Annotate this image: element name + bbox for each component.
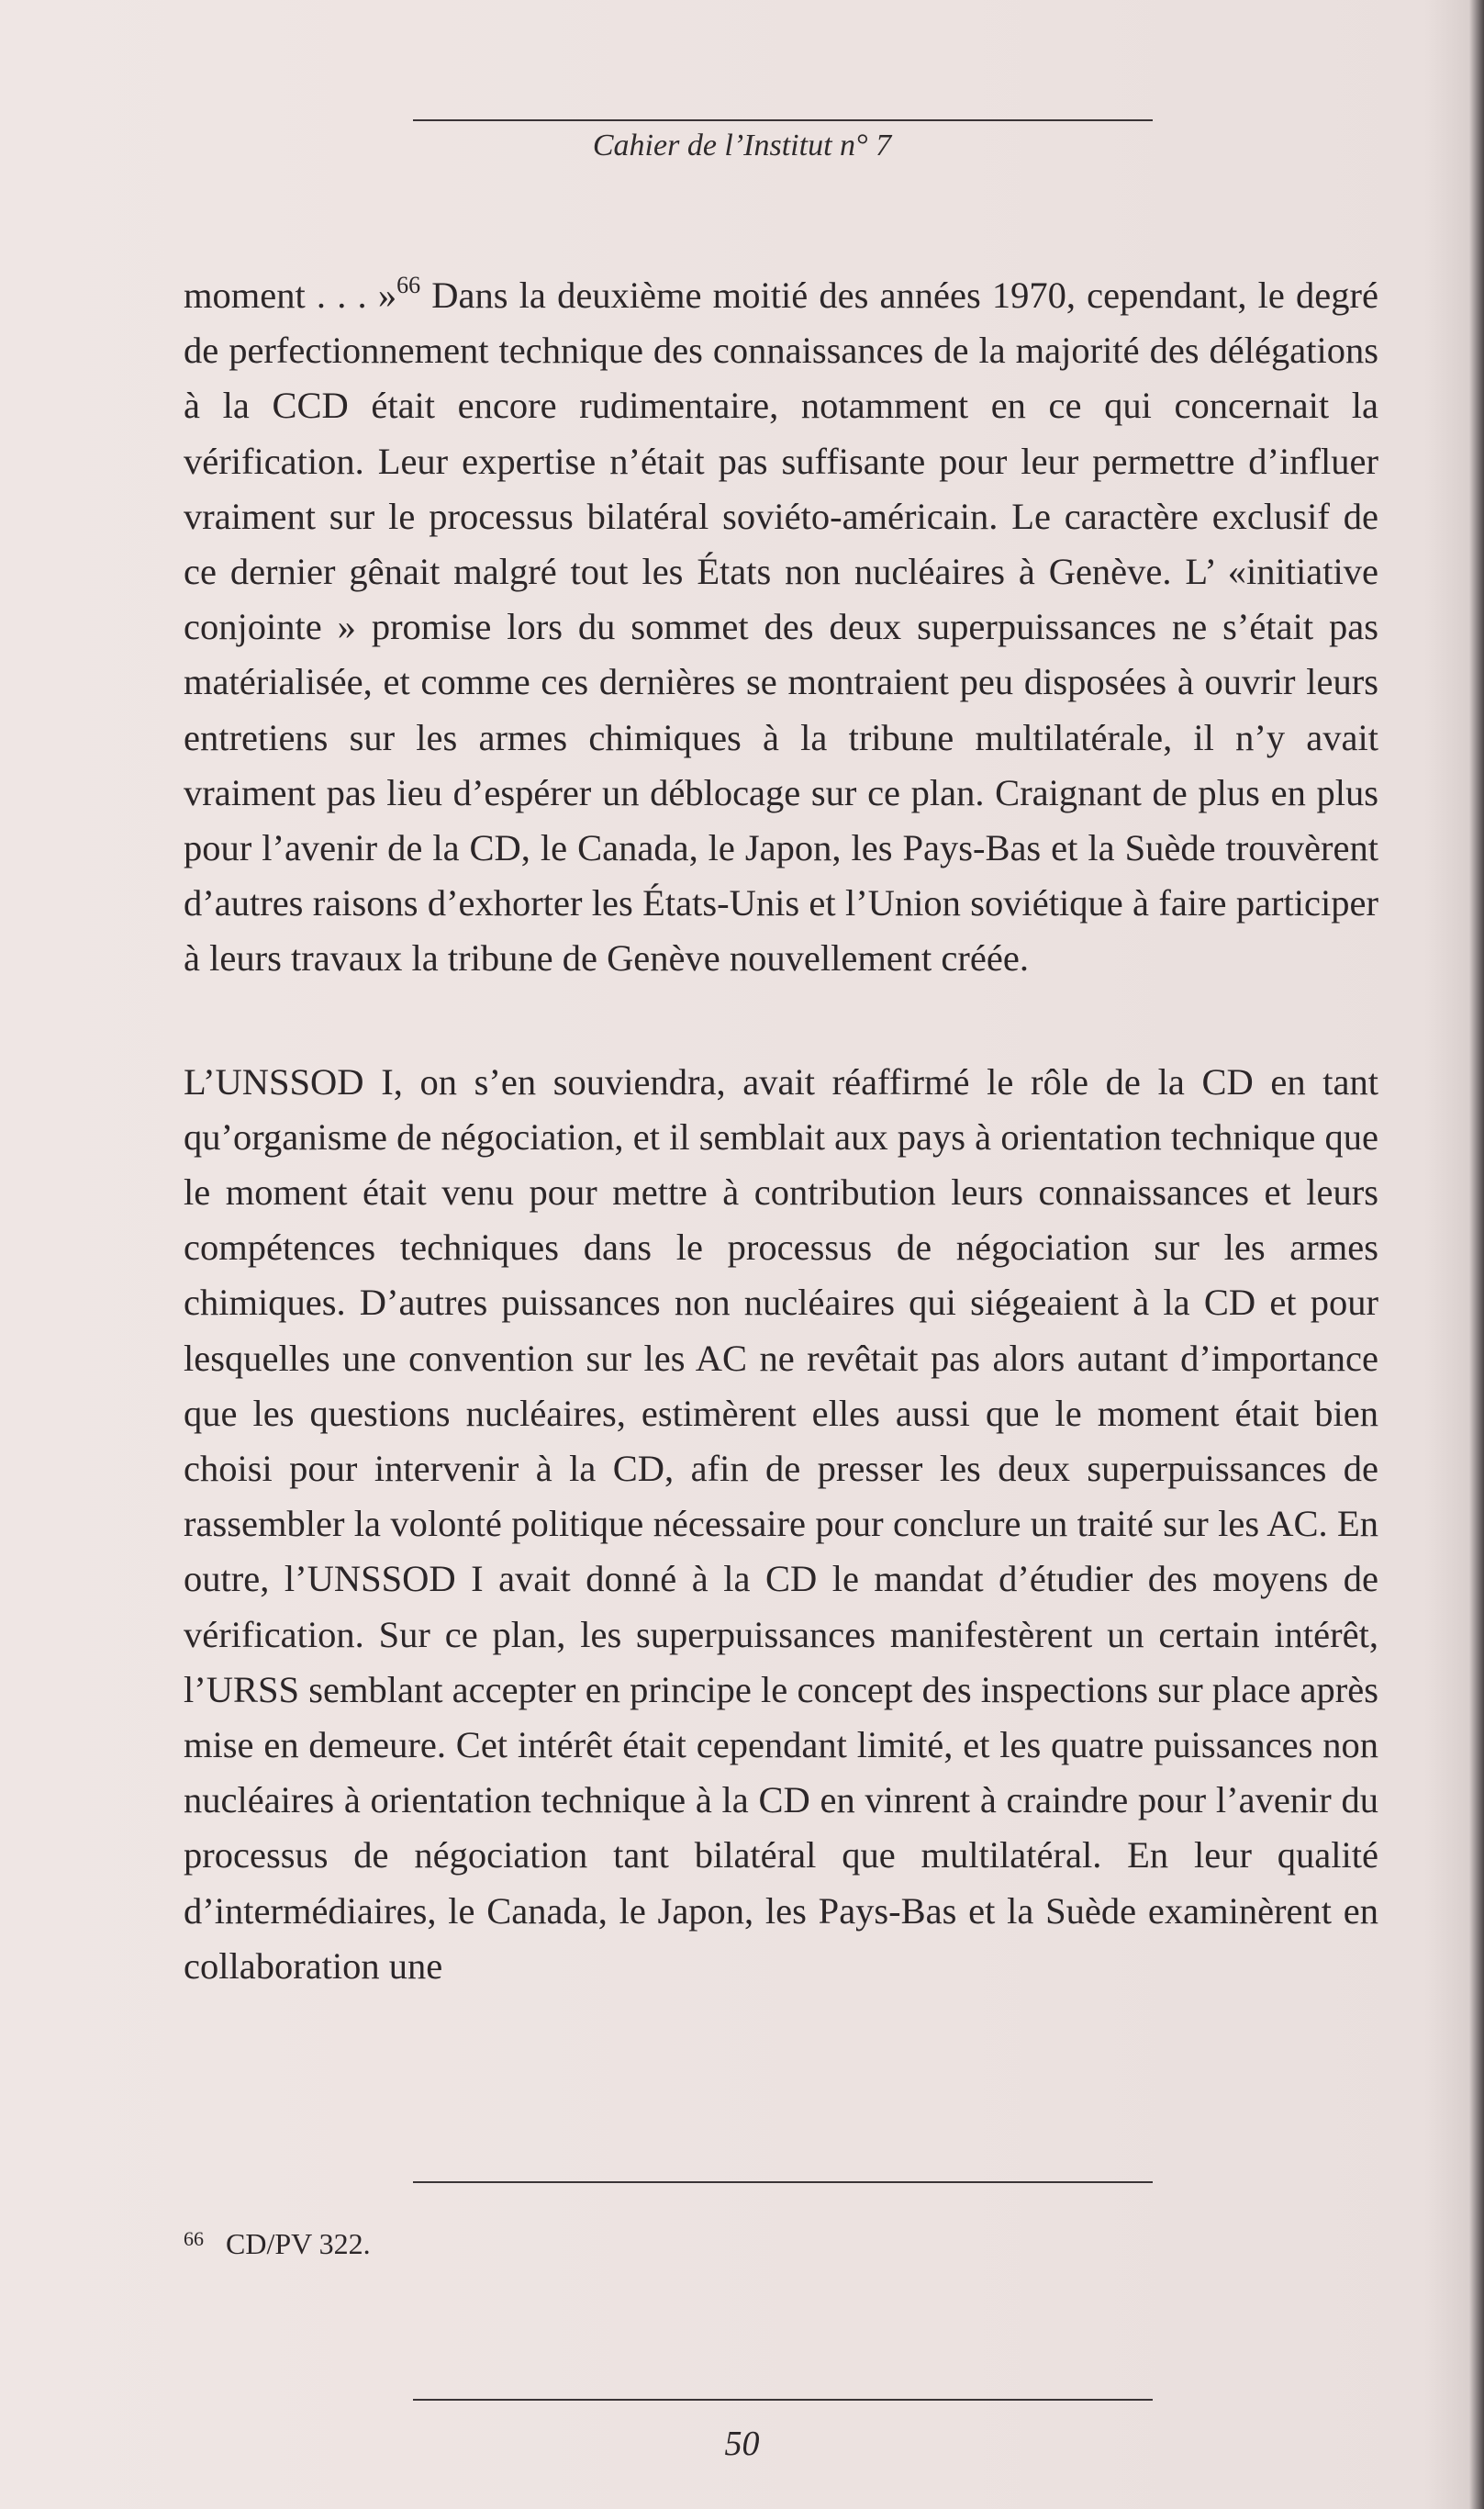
header-rule bbox=[413, 119, 1153, 121]
footnote-text: CD/PV 322. bbox=[226, 2227, 371, 2260]
running-title: Cahier de l’Institut n° 7 bbox=[592, 129, 892, 162]
footer-rule bbox=[413, 2399, 1153, 2401]
footnote-number: 66 bbox=[184, 2227, 204, 2250]
paragraph-1-rest: Dans la deuxième moitié des années 1970, cependant, le degré de perfectionnement technique des connaissances de la majorité des délégations à la CCD était encore rudimentaire, notamment en ce qui concernait la vérification. Leur expertise n’était pas suffisante pour leur permettre d’influer vraiment sur le processus bilatéral soviéto-américain. Le caractère exclusif de ce dernier gênait malgré tout les États non nucléaires à Genève. L’ «initiative conjointe » promise lors du sommet des deux superpuissances ne s’était pas matérialisée, et comme ces dernières se montraient peu disposées à ouvrir leurs entretiens sur les armes chimiques à la tribune multilatérale, il n’y avait vraiment pas lieu d’espérer un déblocage sur ce plan. Craignant de plus en plus pour l’avenir de la CD, le Canada, le Japon, les Pays-Bas et la Suède trouvèrent d’autres raisons d’exhorter les États-Unis et l’Union soviétique à faire participer à leurs travaux la tribune de Genève nouvellement créée. bbox=[184, 274, 1378, 980]
footnote-reference: 66 bbox=[396, 271, 421, 298]
footnote bbox=[184, 2227, 371, 2261]
footnote-separator bbox=[413, 2181, 1153, 2183]
paragraph-2: L’UNSSOD I, on s’en souviendra, avait réaffirmé le rôle de la CD en tant qu’organisme de négociation, et il semblait aux pays à orientation technique que le moment était venu pour mettre à contribution leurs connaissances et leurs compétences techniques dans le processus de négociation sur les armes chimiques. D’autres puissances non nucléaires qui siégeaient à la CD et pour lesquelles une convention sur les AC ne revêtait pas alors autant d’importance que les questions nucléaires, estimèrent elles aussi que le moment était bien choisi pour intervenir à la CD, afin de presser les deux superpuissances de rassembler la volonté politique nécessaire pour conclure un traité sur les AC. En outre, l’UNSSOD I avait donné à la CD le mandat d’étudier des moyens de vérification. Sur ce plan, les superpuissances manifestèrent un certain intérêt, l’URSS semblant accepter en principe le concept des inspections sur place après mise en demeure. Cet intérêt était cependant limité, et les quatre puissances non nucléaires à orientation technique à la CD en vinrent à craindre pour l’avenir du processus de négociation tant bilatéral que multilatéral. En leur qualité d’intermédiaires, le Canada, le Japon, les Pays-Bas et la Suède examinèrent en collaboration une bbox=[184, 1060, 1378, 1987]
page-number: 50 bbox=[724, 2425, 760, 2463]
body-text bbox=[184, 268, 1378, 1994]
paragraph-1 bbox=[184, 268, 1378, 987]
paragraph-1-start: moment . . . » bbox=[184, 274, 397, 316]
